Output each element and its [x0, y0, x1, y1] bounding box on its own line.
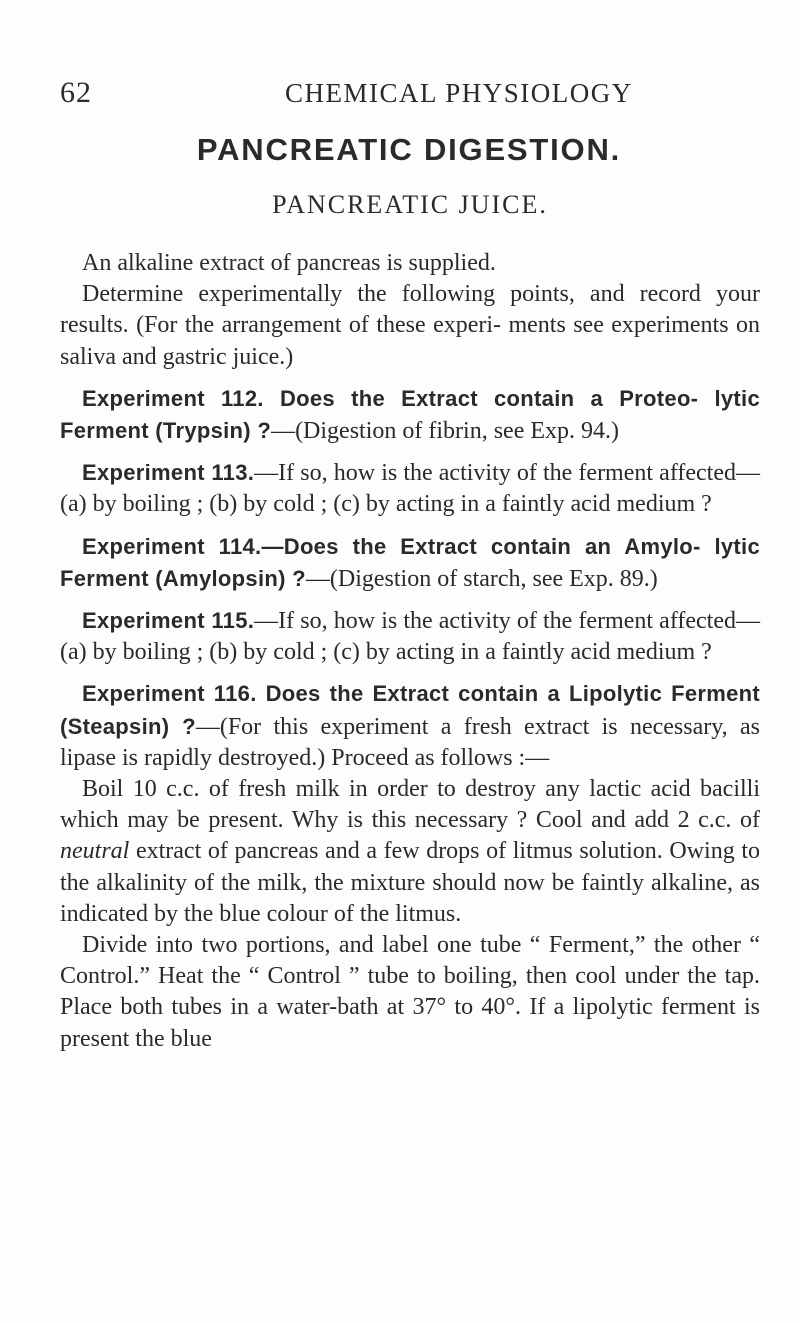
experiment-114-heading: Experiment 114.—Does the Extract contain an Amylo- lytic Ferment (Amylopsin) ? [60, 533, 760, 591]
paragraph-boil-milk [60, 774, 760, 930]
page-number: 62 [60, 76, 92, 109]
experiment-115-heading: Experiment 115. [82, 608, 255, 634]
experiment-112-text: —(Digestion of fibrin, see Exp. 94.) [271, 418, 619, 445]
body-text [60, 248, 760, 1055]
section-subtitle: PANCREATIC JUICE. [272, 190, 548, 219]
paragraph-experiment-114 [60, 531, 760, 595]
page-header [60, 76, 760, 116]
boil-text-a: Boil 10 c.c. of fresh milk in order to destroy any lactic acid bacilli which may be present. Why is this necessary ? Cool and add 2 c.c. of [60, 776, 760, 834]
experiment-113-text: —If so, how is the activity of the ferment affected—(a) by boiling ; (b) by cold ; (c) by acting in a faintly acid medium ? [60, 460, 760, 518]
experiment-116-text: —(For this experiment a fresh extract is necessary, as lipase is rapidly destroyed.) Proceed as follows :— [60, 713, 760, 771]
paragraph-intro: An alkaline extract of pancreas is supplied. [82, 250, 496, 276]
paragraph-divide: Divide into two portions, and label one tube “ Ferment,” the other “ Control.” Heat the “ Control ” tube to boiling, then cool under the tap. Place both tubes in a water-bath at 37° to 40°. If a lipolytic ferment is present the blue [60, 932, 760, 1052]
experiment-112-heading: Experiment 112. Does the Extract contain a Proteo- lytic Ferment (Trypsin) ? [60, 385, 760, 444]
paragraph-instructions: Determine experimentally the following points, and record your results. (For the arrangement of these experi- ments see experiments on saliva and gastric juice.) [60, 281, 760, 370]
paragraph-experiment-113 [60, 457, 760, 520]
paragraph-experiment-115 [60, 605, 760, 668]
neutral-emphasis: neutral [60, 838, 130, 865]
paragraph-experiment-112 [60, 383, 760, 447]
experiment-113-heading: Experiment 113. [82, 460, 255, 486]
paragraph-experiment-116 [60, 678, 760, 774]
experiment-114-text: —(Digestion of starch, see Exp. 89.) [305, 565, 658, 592]
experiment-116-heading: Experiment 116. Does the Extract contain a Lipolytic Ferment (Steapsin) ? [60, 681, 760, 739]
experiment-115-text: —If so, how is the activity of the ferment affected—(a) by boiling ; (b) by cold ; (c) by acting in a faintly acid medium ? [60, 608, 760, 666]
section-title: PANCREATIC DIGESTION. [196, 132, 622, 167]
boil-text-b: extract of pancreas and a few drops of litmus solution. Owing to the alkalinity of the milk, the mixture should now be faintly alkaline, as indicated by the blue colour of the litmus. [60, 838, 760, 927]
running-head: CHEMICAL PHYSIOLOGY [285, 78, 633, 108]
